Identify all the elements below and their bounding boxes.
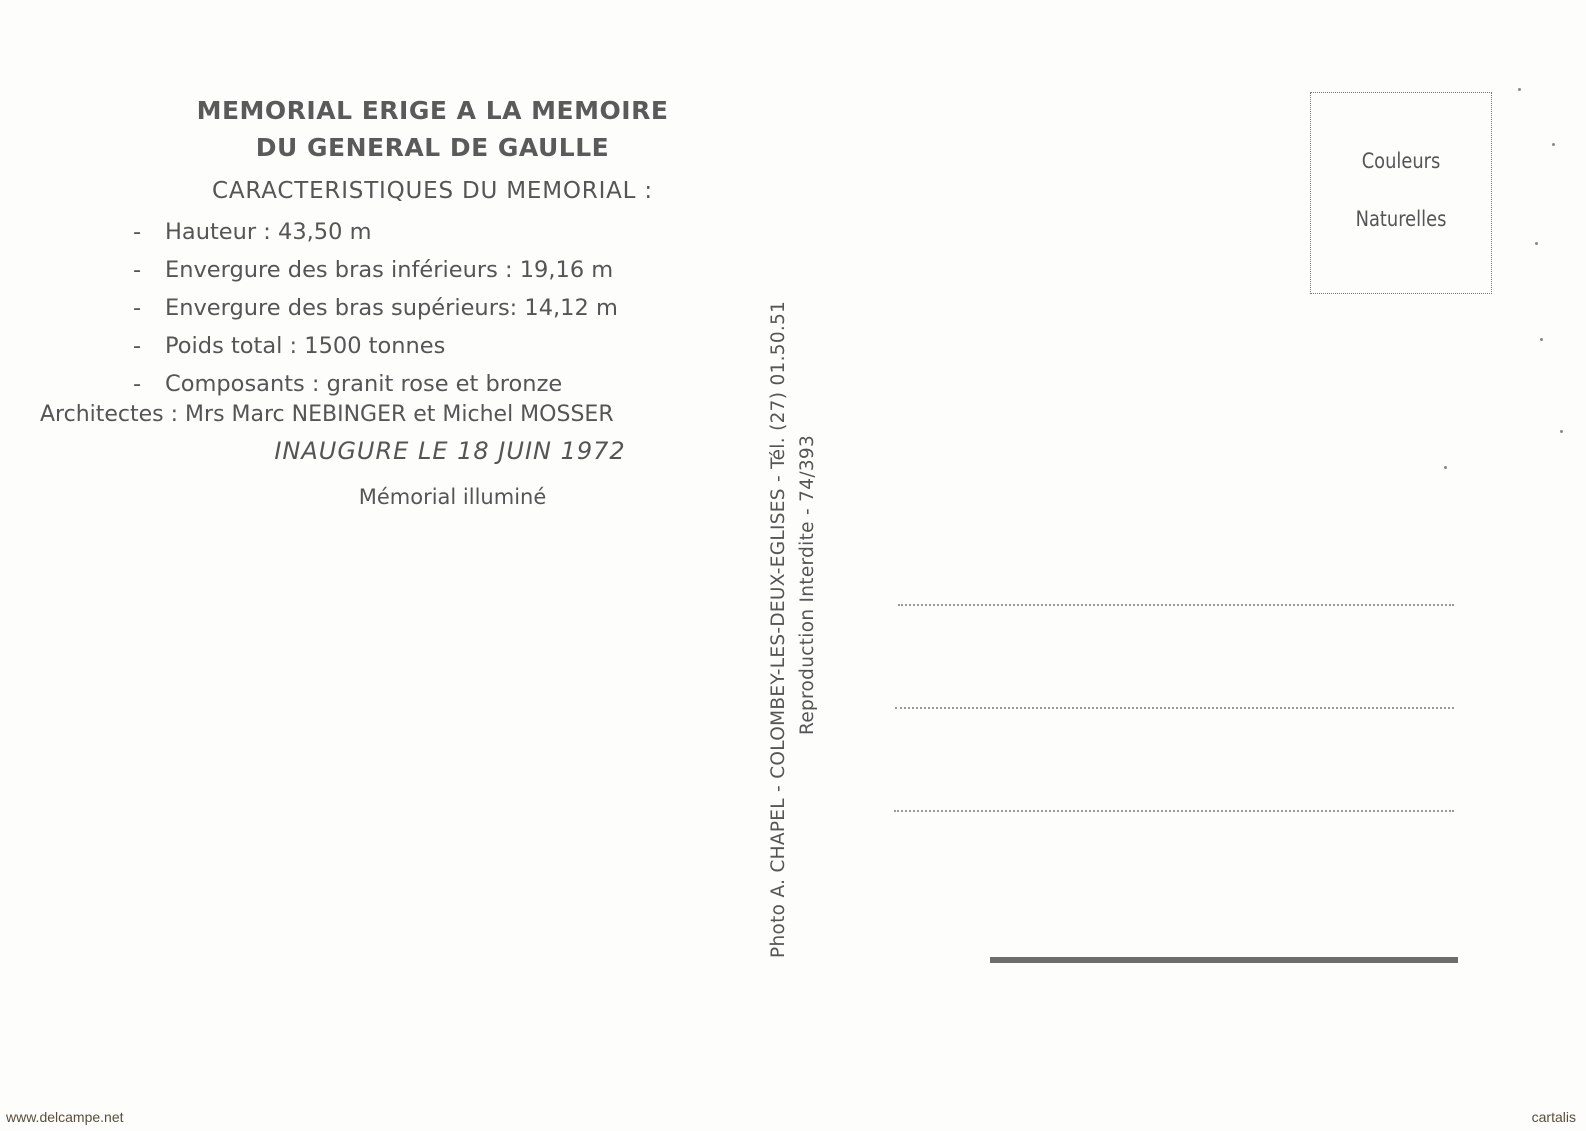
title-line-2: DU GENERAL DE GAULLE [255,133,610,162]
spec-item-weight: - Poids total : 1500 tonnes [133,333,446,359]
reproduction-notice: Reproduction Interdite - 74/393 [797,434,818,735]
address-line-2 [895,707,1454,709]
paper-speck [1518,88,1521,91]
paper-speck [1560,430,1563,433]
watermark-right: cartalis [1531,1109,1576,1125]
spec-item-upper-arms: - Envergure des bras supérieurs: 14,12 m [133,295,618,321]
stamp-text-couleurs: Couleurs [1361,149,1441,173]
stamp-text-naturelles: Naturelles [1355,207,1447,231]
publisher-credit: Photo A. CHAPEL - COLOMBEY-LES-DEUX-EGLISES - Tél. (27) 01.50.51 [768,300,789,958]
stamp-box [1310,92,1492,294]
watermark-left: www.delcampe.net [6,1109,124,1125]
paper-speck [1552,143,1555,146]
title-line-1: MEMORIAL ERIGE A LA MEMOIRE [196,96,669,125]
address-underline [990,957,1458,963]
address-line-3 [894,810,1454,812]
spec-item-height: - Hauteur : 43,50 m [133,219,372,245]
spec-item-lower-arms: - Envergure des bras inférieurs : 19,16 m [133,257,614,283]
spec-item-materials: - Composants : granit rose et bronze [133,371,563,397]
characteristics-heading: CARACTERISTIQUES DU MEMORIAL : [212,178,653,204]
photo-caption: Mémorial illuminé [358,485,547,509]
inaugural-date: INAUGURE LE 18 JUIN 1972 [274,437,626,465]
address-line-1 [898,604,1454,606]
architects-line: Architectes : Mrs Marc NEBINGER et Michel MOSSER [40,402,614,427]
paper-speck [1535,242,1538,245]
paper-speck [1444,466,1447,469]
characteristics-list [133,214,618,404]
paper-speck [1540,338,1543,341]
